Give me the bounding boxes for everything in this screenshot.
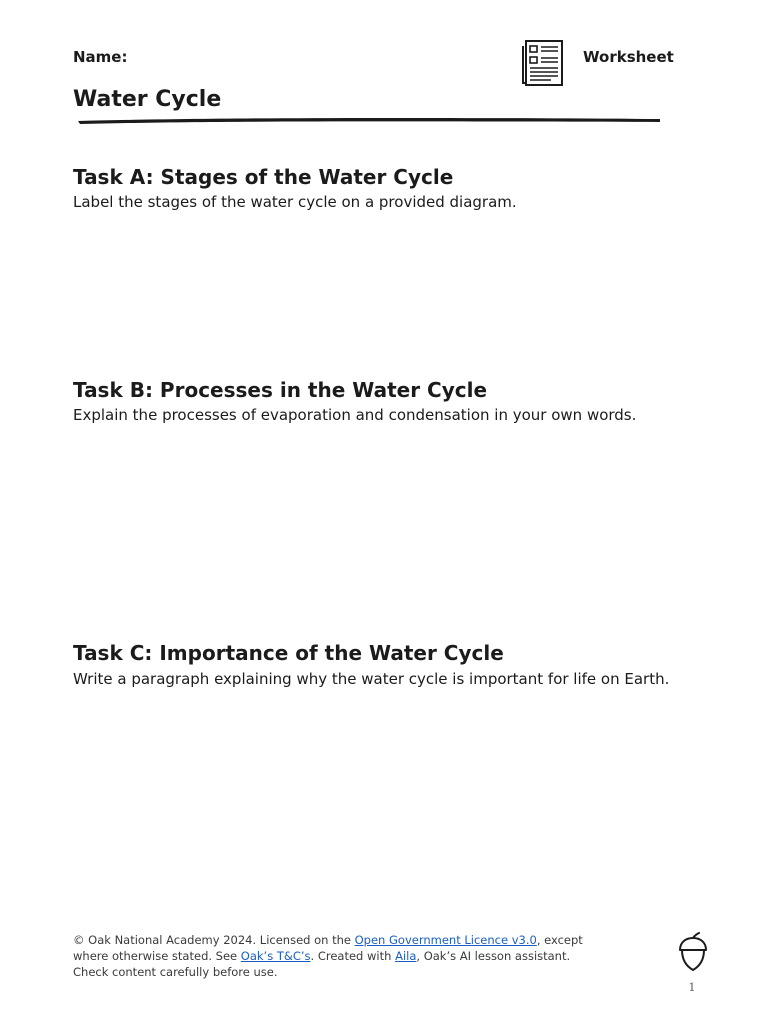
oak-acorn-icon xyxy=(676,932,710,972)
footer-licence-text xyxy=(73,932,593,980)
title-underline xyxy=(76,115,662,125)
task-b-heading: Task B: Processes in the Water Cycle xyxy=(73,378,488,402)
aila-link[interactable]: Aila xyxy=(395,949,417,963)
worksheet-document-icon xyxy=(521,38,567,88)
task-c-instruction: Write a paragraph explaining why the water cycle is important for life on Earth. xyxy=(73,670,670,688)
task-a-heading: Task A: Stages of the Water Cycle xyxy=(73,165,454,189)
open-government-licence-link[interactable]: Open Government Licence v3.0 xyxy=(354,933,537,947)
page-number: 1 xyxy=(688,981,696,994)
footer-text-3: . Created with xyxy=(310,949,396,963)
task-c-heading: Task C: Importance of the Water Cycle xyxy=(73,641,504,665)
name-label: Name: xyxy=(73,48,128,66)
oak-terms-link[interactable]: Oak’s T&C’s xyxy=(240,949,311,963)
task-b-instruction: Explain the processes of evaporation and condensation in your own words. xyxy=(73,406,637,424)
worksheet-label: Worksheet xyxy=(583,48,674,66)
footer-text-4: , Oak’s AI lesson assistant. Check content carefully before use. xyxy=(73,949,571,979)
footer-text-2: , except where otherwise stated. See xyxy=(73,933,583,963)
page-title: Water Cycle xyxy=(73,87,222,112)
task-a-instruction: Label the stages of the water cycle on a provided diagram. xyxy=(73,193,517,211)
footer-text-1: © Oak National Academy 2024. Licensed on the xyxy=(73,933,355,947)
